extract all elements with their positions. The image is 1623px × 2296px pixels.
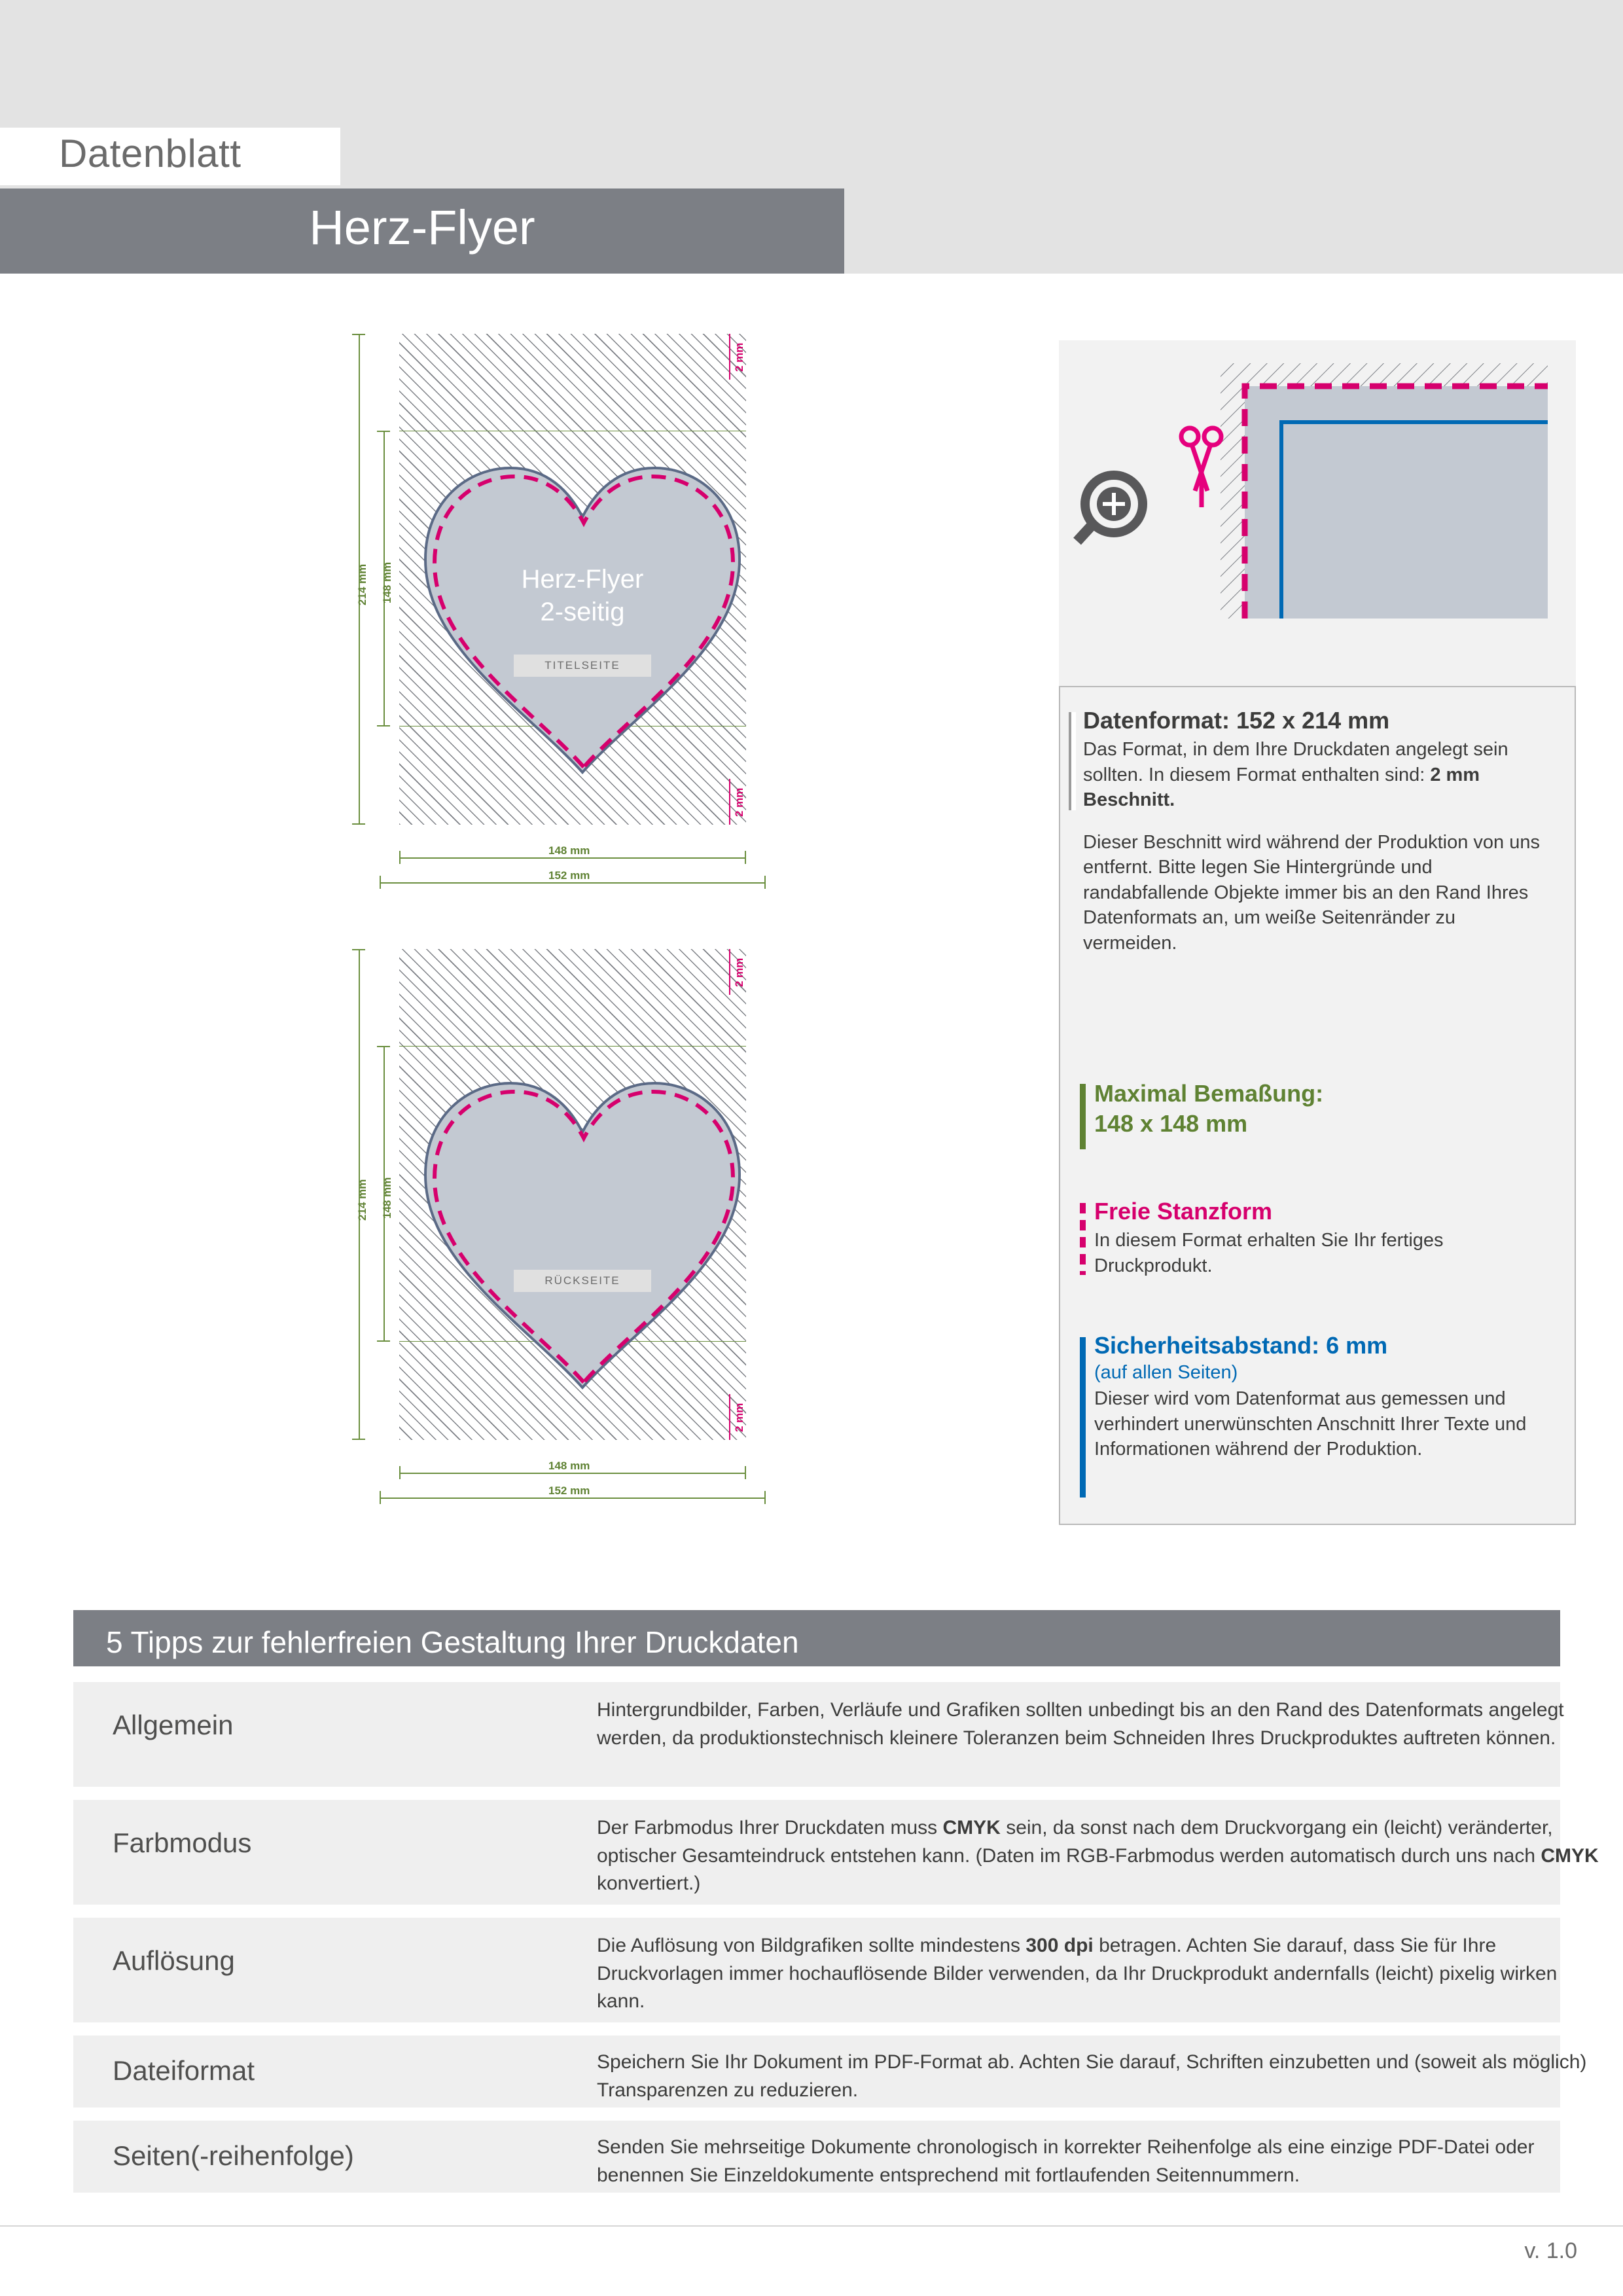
tip-row bbox=[73, 2121, 1560, 2193]
datenformat-text-bold: 2 mm Beschnitt. bbox=[1083, 764, 1480, 811]
title-band-right bbox=[844, 188, 1623, 274]
tip-body-text: Der Farbmodus Ihrer Druckdaten muss bbox=[597, 1817, 943, 1839]
bleed-line-bottom-front bbox=[729, 779, 730, 825]
tip-row bbox=[73, 1918, 1560, 2022]
stanzform-text: In diesem Format erhalten Sie Ihr fertiges Druckprodukt. bbox=[1094, 1230, 1444, 1276]
datenformat-text-2: Dieser Beschnitt wird während der Produktion von uns entfernt. Bitte legen Sie Hintergründe und randabfallende Objekte immer bis an den Rand Ihres Datenformats an, um weiße Seitenränder zu vermeiden. bbox=[1083, 831, 1540, 954]
dim-tick bbox=[377, 431, 390, 432]
dim-tick bbox=[377, 1340, 390, 1342]
sicherheit-bar bbox=[1080, 1337, 1086, 1498]
dim-inner-v-back: 148 mm bbox=[381, 1177, 393, 1219]
dim-tick bbox=[745, 1466, 746, 1479]
page-tag-back: RÜCKSEITE bbox=[514, 1270, 651, 1292]
dim-tick bbox=[399, 1466, 401, 1479]
dim-inner-h-front: 148 mm bbox=[543, 844, 595, 857]
dim-inner-h-back: 148 mm bbox=[543, 1460, 595, 1473]
tip-term: Allgemein bbox=[113, 1710, 234, 1740]
tip-row bbox=[73, 1682, 1564, 1787]
diecut-heart-back bbox=[418, 1072, 750, 1393]
dim-tick bbox=[352, 823, 365, 825]
tip-body-text: Speichern Sie Ihr Dokument im PDF-Format ab. Achten Sie darauf, Schriften einzubetten und (soweit als möglich) Transparenzen zu reduzieren. bbox=[597, 2051, 1587, 2101]
bleed-line-top-front bbox=[729, 334, 730, 380]
sicherheit-text: Dieser wird vom Datenformat aus gemessen und verhindert unerwünschten Anschnitt Ihrer Texte und Informationen während der Produktion. bbox=[1094, 1388, 1527, 1460]
tip-body bbox=[597, 1696, 1605, 1752]
diagram-back bbox=[347, 949, 1001, 1525]
sicherheit-title: Sicherheitsabstand: 6 mm bbox=[1094, 1332, 1388, 1359]
tip-body-text: betragen. Achten Sie darauf, dass Sie für Ihre Druckvorlagen immer hochauflösende Bilder verwenden, da Ihr Druckprodukt andernfalls (leicht) pixelig wirken kann. bbox=[597, 1935, 1558, 2013]
tip-body-emphasis: 300 dpi bbox=[1026, 1935, 1094, 1956]
info-datenformat bbox=[1083, 707, 1548, 956]
tip-body-emphasis: CMYK bbox=[1541, 1844, 1599, 1867]
heart-label-front bbox=[412, 563, 753, 628]
footer-background bbox=[0, 2228, 1623, 2296]
datenblatt-label: Datenblatt bbox=[59, 132, 241, 175]
info-sicherheitsabstand bbox=[1094, 1332, 1552, 1462]
bleed-line-top-back bbox=[729, 949, 730, 995]
datenformat-title: Datenformat: 152 x 214 mm bbox=[1083, 707, 1390, 734]
footer-divider bbox=[0, 2225, 1623, 2227]
datenformat-text-a: Das Format, in dem Ihre Druckdaten angelegt sein sollten. In diesem Format enthalten sind: bbox=[1083, 739, 1508, 785]
dim-outer-v-front: 214 mm bbox=[356, 564, 368, 605]
dim-outer-v-back: 214 mm bbox=[356, 1179, 368, 1221]
dim-outer-h-line-front bbox=[380, 882, 766, 884]
dim-inner-h-line-front bbox=[399, 857, 746, 859]
datenformat-text-1 bbox=[1083, 737, 1548, 813]
dim-tick bbox=[377, 1046, 390, 1047]
tip-body-text: Hintergrundbilder, Farben, Verläufe und Grafiken sollten unbedingt bis an den Rand des Datenformats angelegt werden, da produktionstechnisch kleinere Toleranzen beim Schneiden Ihres Druckproduktes auftreten können. bbox=[597, 1699, 1564, 1749]
dim-outer-h-back: 152 mm bbox=[543, 1484, 595, 1498]
info-maximal bbox=[1094, 1080, 1552, 1140]
dim-tick bbox=[352, 1439, 365, 1440]
tip-body-text: Die Auflösung von Bildgrafiken sollte mindestens bbox=[597, 1935, 1026, 1956]
dim-tick bbox=[764, 1491, 766, 1504]
stanzform-title: Freie Stanzform bbox=[1094, 1198, 1273, 1225]
diagram-front bbox=[347, 334, 1001, 910]
dim-outer-h-front: 152 mm bbox=[543, 869, 595, 882]
dim-tick bbox=[352, 949, 365, 950]
tip-term: Dateiformat bbox=[113, 2055, 255, 2086]
dim-tick bbox=[380, 1491, 381, 1504]
page-tag-front: TITELSEITE bbox=[514, 655, 651, 677]
tip-row bbox=[73, 2036, 1587, 2108]
tip-term: Seiten(-reihenfolge) bbox=[113, 2140, 354, 2171]
dim-tick bbox=[764, 876, 766, 889]
page-title: Herz-Flyer bbox=[309, 200, 535, 255]
tip-term: Auflösung bbox=[113, 1945, 235, 1976]
dim-tick bbox=[377, 725, 390, 726]
bleed-top-back: 2 mm bbox=[733, 958, 745, 987]
bleed-bottom-back: 2 mm bbox=[733, 1403, 745, 1432]
tip-body-text: konvertiert.) bbox=[597, 1873, 701, 1895]
version-label: v. 1.0 bbox=[1524, 2238, 1577, 2263]
tips-heading-bar bbox=[73, 1610, 1560, 1666]
tip-body bbox=[597, 1814, 1605, 1898]
tip-term: Farbmodus bbox=[113, 1827, 252, 1858]
stanzform-bar bbox=[1080, 1203, 1086, 1275]
dim-tick bbox=[745, 851, 746, 864]
bleed-line-bottom-back bbox=[729, 1394, 730, 1440]
tip-body-text: sein, da sonst nach dem Druckvorgang ein (leicht) veränderter, optischer Gesamteindruck entstehen kann. (Daten im RGB-Farbmodus werden automatisch durch uns nach bbox=[597, 1817, 1553, 1867]
zoom-illustration bbox=[1073, 357, 1564, 671]
heart-label-line2: 2-seitig bbox=[540, 598, 625, 626]
tips-heading: 5 Tipps zur fehlerfreien Gestaltung Ihrer Druckdaten bbox=[106, 1625, 799, 1659]
dim-inner-h-line-back bbox=[399, 1473, 746, 1474]
datenformat-bar bbox=[1069, 712, 1076, 810]
bleed-top-front: 2 mm bbox=[733, 342, 745, 372]
dim-outer-h-line-back bbox=[380, 1498, 766, 1499]
tip-body-text: Senden Sie mehrseitige Dokumente chronologisch in korrekter Reihenfolge als eine einzige PDF-Datei oder benennen Sie Einzeldokumente entsprechend mit fortlaufenden Seitennummern. bbox=[597, 2136, 1535, 2186]
tip-body bbox=[597, 2134, 1605, 2189]
maximal-title-line1: Maximal Bemaßung: bbox=[1094, 1080, 1324, 1107]
info-stanzform bbox=[1094, 1198, 1552, 1278]
dim-tick bbox=[380, 876, 381, 889]
tip-body-emphasis: CMYK bbox=[942, 1817, 1001, 1839]
maximal-bar bbox=[1080, 1084, 1086, 1149]
dim-inner-v-front: 148 mm bbox=[381, 562, 393, 603]
dim-tick bbox=[352, 334, 365, 335]
bleed-bottom-front: 2 mm bbox=[733, 787, 745, 817]
tip-row bbox=[73, 1800, 1599, 1905]
sicherheit-sub: (auf allen Seiten) bbox=[1094, 1362, 1238, 1383]
tip-body bbox=[597, 1932, 1605, 2016]
maximal-title-line2: 148 x 148 mm bbox=[1094, 1110, 1248, 1137]
heart-label-line1: Herz-Flyer bbox=[521, 565, 644, 594]
tip-body bbox=[597, 2049, 1605, 2104]
dim-tick bbox=[399, 851, 401, 864]
